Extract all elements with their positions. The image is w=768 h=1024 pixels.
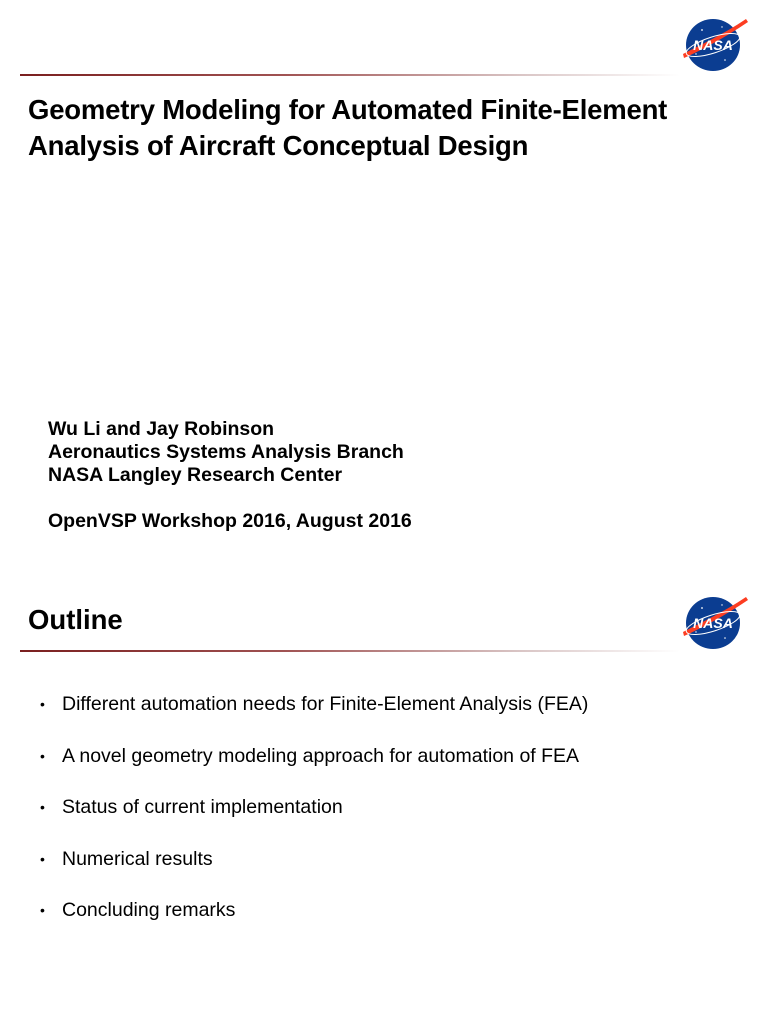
author-block xyxy=(48,418,728,533)
nasa-logo xyxy=(680,16,750,74)
presentation-title xyxy=(28,92,748,164)
list-item xyxy=(40,847,740,871)
author-names: Wu Li and Jay Robinson xyxy=(48,418,275,440)
nasa-logo xyxy=(680,594,750,652)
list-item xyxy=(40,692,740,716)
list-item-text: Concluding remarks xyxy=(62,899,236,921)
bullet-icon: • xyxy=(40,799,45,815)
list-item-text: Status of current implementation xyxy=(62,796,343,818)
svg-text:NASA: NASA xyxy=(693,37,733,53)
bullet-icon: • xyxy=(40,696,45,712)
author-center: NASA Langley Research Center xyxy=(48,464,343,486)
title-line-1: Geometry Modeling for Automated Finite-Element xyxy=(28,94,668,125)
list-item-text: Different automation needs for Finite-Element Analysis (FEA) xyxy=(62,693,589,715)
outline-list xyxy=(40,692,740,950)
list-item-text: A novel geometry modeling approach for automation of FEA xyxy=(62,744,580,767)
list-item xyxy=(40,898,740,922)
svg-text:NASA: NASA xyxy=(693,615,733,631)
list-item xyxy=(40,744,740,768)
bullet-icon: • xyxy=(40,902,45,918)
outline-slide xyxy=(0,578,768,1024)
event-line: OpenVSP Workshop 2016, August 2016 xyxy=(48,510,412,532)
title-divider xyxy=(20,74,680,76)
bullet-icon: • xyxy=(40,850,45,867)
title-line-2: Analysis of Aircraft Conceptual Design xyxy=(28,129,529,161)
list-item-text: Numerical results xyxy=(62,847,213,870)
outline-divider xyxy=(20,650,680,652)
outline-heading: Outline xyxy=(28,604,123,635)
bullet-icon: • xyxy=(40,747,45,764)
author-branch: Aeronautics Systems Analysis Branch xyxy=(48,441,404,463)
list-item xyxy=(40,795,740,819)
